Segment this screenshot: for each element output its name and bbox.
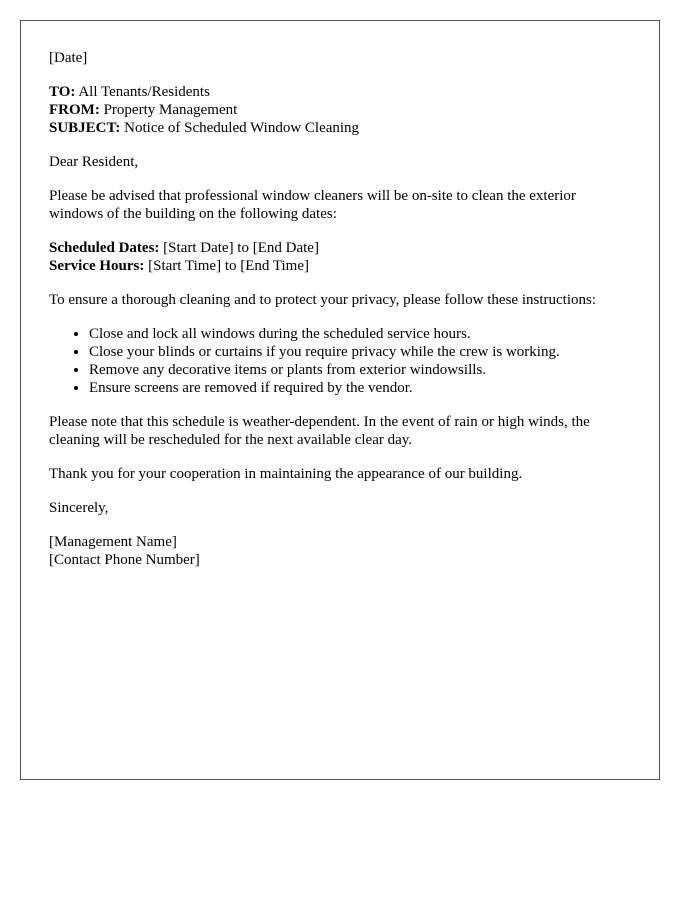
to-value: All Tenants/Residents <box>78 84 210 100</box>
to-label: TO: <box>49 84 76 100</box>
subject-label: SUBJECT: <box>49 120 121 136</box>
service-hours-label: Service Hours: <box>49 258 145 274</box>
from-value: Property Management <box>103 102 238 118</box>
scheduled-dates-label: Scheduled Dates: <box>49 240 160 256</box>
service-hours-value: [Start Time] to [End Time] <box>148 258 309 274</box>
from-label: FROM: <box>49 102 100 118</box>
closing: Sincerely, <box>49 500 109 516</box>
signature-block <box>49 533 631 569</box>
from-line <box>49 101 631 119</box>
service-hours-line <box>49 257 631 275</box>
schedule-block <box>49 239 631 275</box>
instruction-item: • Ensure screens are removed if required by the vendor. <box>89 379 631 397</box>
instructions-list <box>49 325 631 397</box>
subject-value: Notice of Scheduled Window Cleaning <box>124 120 360 136</box>
instruction-item: • Close your blinds or curtains if you require privacy while the crew is working. <box>89 343 631 361</box>
scheduled-dates-value: [Start Date] to [End Date] <box>163 240 319 256</box>
salutation: Dear Resident, <box>49 154 139 170</box>
letter-page <box>20 20 660 780</box>
letter-date: [Date] <box>49 50 88 66</box>
thanks-paragraph: Thank you for your cooperation in maintaining the appearance of our building. <box>49 466 523 482</box>
instruction-item: • Close and lock all windows during the scheduled service hours. <box>89 325 631 343</box>
scheduled-dates-line <box>49 239 631 257</box>
memo-header <box>49 83 631 137</box>
instruction-item: • Remove any decorative items or plants from exterior windowsills. <box>89 361 631 379</box>
to-line <box>49 83 631 101</box>
instructions-intro: To ensure a thorough cleaning and to protect your privacy, please follow these instructions: <box>49 292 596 308</box>
management-name: [Management Name] <box>49 534 177 550</box>
intro-paragraph: Please be advised that professional window cleaners will be on-site to clean the exterior windows of the building on the following dates: <box>49 188 576 222</box>
subject-line <box>49 119 631 137</box>
contact-phone: [Contact Phone Number] <box>49 552 200 568</box>
weather-note: Please note that this schedule is weather-dependent. In the event of rain or high winds, the cleaning will be rescheduled for the next available clear day. <box>49 414 590 448</box>
